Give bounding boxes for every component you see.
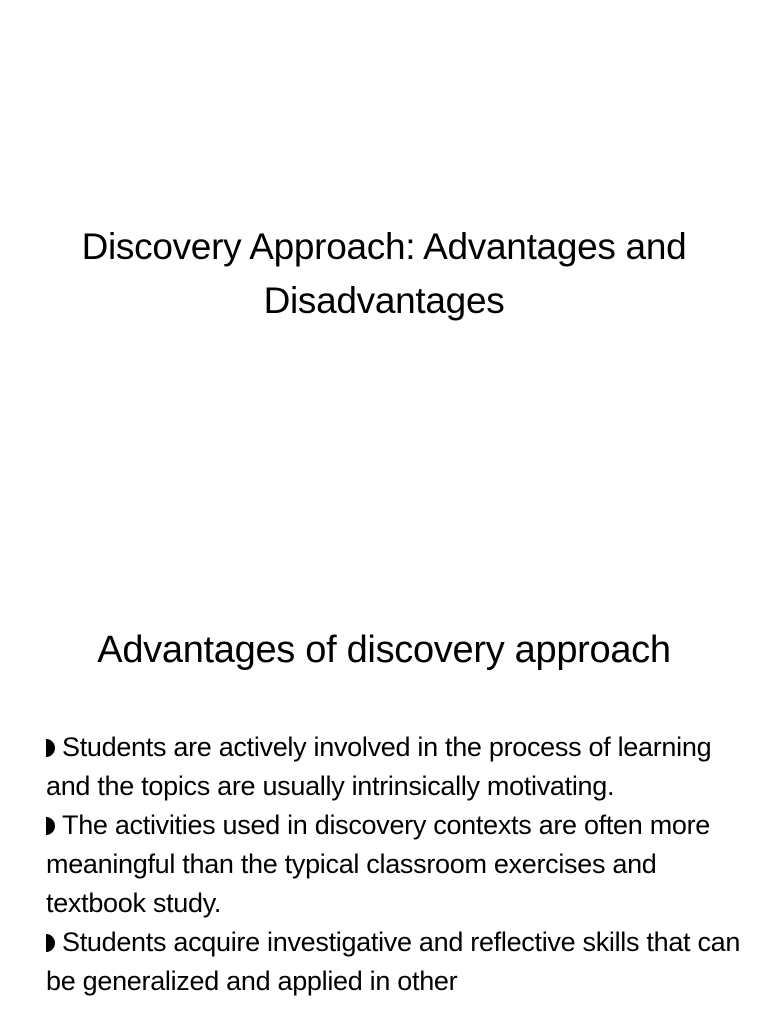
list-item [46,806,746,923]
half-circle-bullet-icon [46,817,55,835]
list-item [46,728,746,806]
bullet-text: The activities used in discovery contexts are often more meaningful than the typical classroom exercises and textbook study. [46,810,711,918]
slide-title: Discovery Approach: Advantages and Disadvantages [81,226,687,321]
advantages-list [46,728,746,1001]
bullet-text: Students are actively involved in the process of learning and the topics are usually intrinsically motivating. [46,732,712,801]
half-circle-bullet-icon [46,934,55,952]
advantages-heading: Advantages of discovery approach [97,629,671,671]
advantages-slide [0,576,768,1024]
half-circle-bullet-icon [46,739,55,757]
list-item [46,923,746,1001]
bullet-text: Students acquire investigative and reflective skills that can be generalized and applied in other [46,927,741,996]
